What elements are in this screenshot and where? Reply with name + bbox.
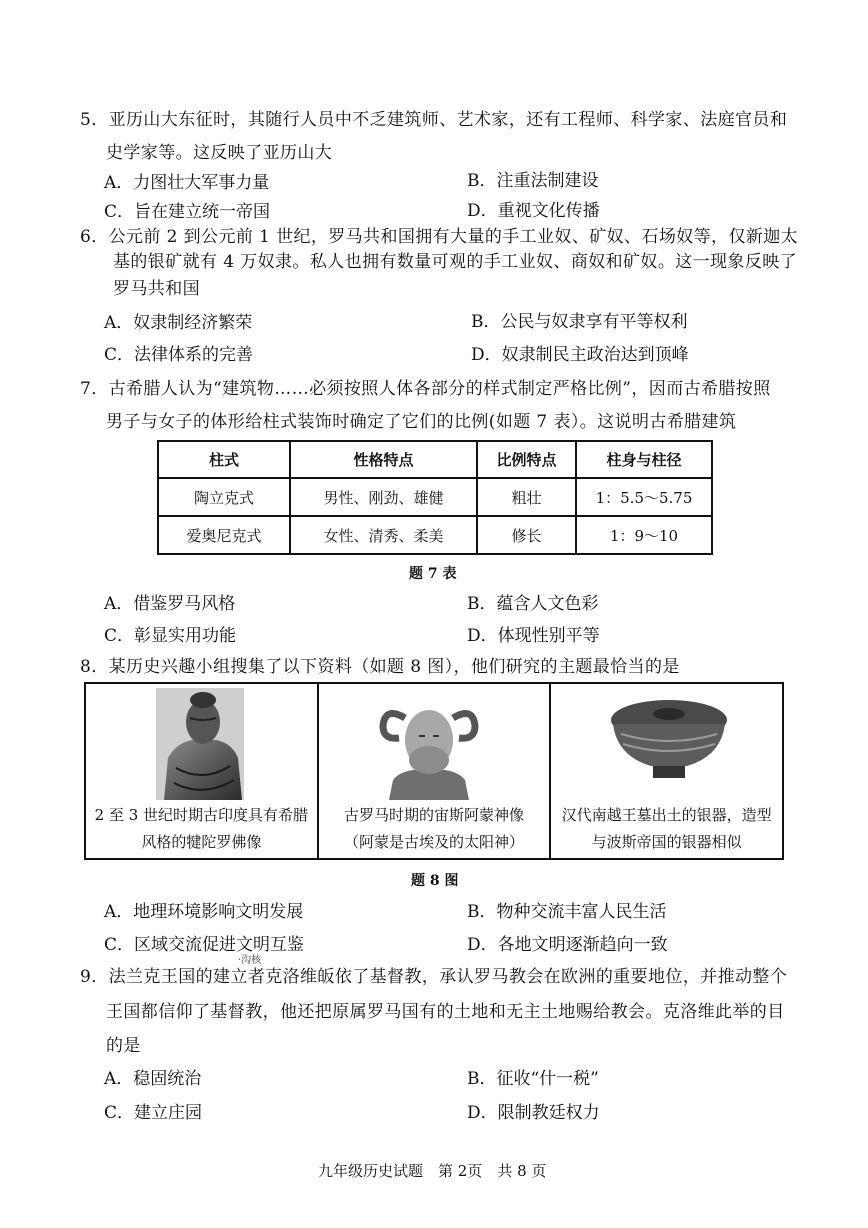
q7-option-c: C．彰显实用功能 (104, 626, 237, 646)
q8-option-a: A．地理环境影响文明发展 (104, 902, 304, 922)
q9-option-a: A．稳固统治 (104, 1069, 202, 1089)
q7-table-cell: 1：5.5～5.75 (576, 478, 712, 516)
q8-stem-line1: 8．某历史兴趣小组搜集了以下资料（如题 8 图），他们研究的主题最恰当的是 (80, 657, 680, 677)
q7-table-cell: 陶立克式 (158, 478, 290, 516)
q8-caption-silver-vessel (551, 802, 782, 856)
buddha-statue-image (86, 688, 317, 800)
q7-table-header: 柱身与柱径 (576, 441, 712, 478)
q7-table-cell: 粗壮 (477, 478, 576, 516)
q8-caption-line: 2 至 3 世纪时期古印度具有希腊 (94, 806, 309, 824)
q7-table-cell: 男性、刚劲、雄健 (290, 478, 477, 516)
stray-mark: ·沟核 (238, 955, 262, 966)
q6-option-b: B．公民与奴隶享有平等权利 (471, 312, 688, 332)
q8-caption-line: 汉代南越王墓出土的银器，造型 (561, 806, 772, 824)
q7-option-d: D．体现性别平等 (467, 626, 600, 646)
q5-option-a: A．力图壮大军事力量 (104, 173, 270, 193)
q8-option-d: D．各地文明逐渐趋向一致 (467, 935, 668, 955)
q7-table-header: 性格特点 (290, 441, 477, 478)
q7-table-cell: 爱奥尼克式 (158, 516, 290, 554)
q6-option-a: A．奴隶制经济繁荣 (104, 313, 253, 333)
q7-table-cell: 女性、清秀、柔美 (290, 516, 477, 554)
q8-caption-line: 与波斯帝国的银器相似 (591, 833, 742, 851)
zeus-ammon-bust-image (319, 688, 550, 800)
q8-cell-buddha (86, 684, 319, 858)
q8-cell-silver-vessel (551, 684, 782, 858)
q8-image-grid (84, 682, 784, 860)
q8-caption-buddha (86, 802, 317, 856)
q7-option-b: B．蕴含人文色彩 (467, 594, 599, 614)
q8-caption-zeus-ammon (319, 802, 550, 856)
q8-option-c: C．区域交流促进文明互鉴 (104, 935, 305, 955)
q9-option-b: B．征收“什一税” (467, 1069, 599, 1089)
q8-caption-line: （阿蒙是古埃及的太阳神） (344, 833, 525, 851)
q7-table (157, 440, 713, 555)
q5-option-c: C．旨在建立统一帝国 (104, 202, 271, 222)
q5-option-b: B．注重法制建设 (467, 171, 599, 191)
q7-stem-line1: 7．古希腊人认为“建筑物……必须按照人体各部分的样式制定严格比例”，因而古希腊按照 (80, 379, 771, 399)
q5-stem-line2: 史学家等。这反映了亚历山大 (106, 143, 333, 163)
q7-table-header: 比例特点 (477, 441, 576, 478)
q9-stem-line3: 的是 (106, 1036, 141, 1056)
q5-option-d: D．重视文化传播 (467, 201, 600, 221)
q7-option-a: A．借鉴罗马风格 (104, 594, 236, 614)
page-footer: 九年级历史试题 第 2页 共 8 页 (318, 1162, 547, 1180)
q9-option-c: C．建立庄园 (104, 1103, 203, 1123)
q7-stem-line2: 男子与女子的体形给柱式装饰时确定了它们的比例(如题 7 表）。这说明古希腊建筑 (106, 412, 737, 432)
q6-stem-line2: 基的银矿就有 4 万奴隶。私人也拥有数量可观的手工业奴、商奴和矿奴。这一现象反映了 (113, 252, 798, 272)
q8-figure-caption: 题 8 图 (411, 873, 459, 889)
q8-cell-zeus-ammon (319, 684, 552, 858)
q9-stem-line1: 9．法兰克王国的建立者克洛维皈依了基督教，承认罗马教会在欧洲的重要地位，并推动整个 (80, 967, 788, 987)
q9-option-d: D．限制教廷权力 (467, 1103, 600, 1123)
q8-caption-line: 风格的犍陀罗佛像 (141, 833, 262, 851)
q9-stem-line2: 王国都信仰了基督教，他还把原属罗马国有的土地和无主土地赐给教会。克洛维此举的目 (106, 1002, 785, 1022)
q8-option-b: B．物种交流丰富人民生活 (467, 902, 667, 922)
q7-table-cell: 1：9～10 (576, 516, 712, 554)
q7-table-caption: 题 7 表 (409, 566, 457, 582)
silver-vessel-image (551, 688, 782, 800)
q5-stem-line1: 5．亚历山大东征时，其随行人员中不乏建筑师、艺术家，还有工程师、科学家、法庭官员和 (80, 110, 788, 130)
q6-stem-line1: 6．公元前 2 到公元前 1 世纪，罗马共和国拥有大量的手工业奴、矿奴、石场奴等，仅新迦太 (80, 227, 799, 247)
q6-stem-line3: 罗马共和国 (113, 279, 200, 299)
q6-option-d: D．奴隶制民主政治达到顶峰 (471, 345, 689, 365)
q7-table-cell: 修长 (477, 516, 576, 554)
q8-caption-line: 古罗马时期的宙斯阿蒙神像 (344, 806, 525, 824)
q6-option-c: C．法律体系的完善 (104, 345, 254, 365)
q7-table-header: 柱式 (158, 441, 290, 478)
